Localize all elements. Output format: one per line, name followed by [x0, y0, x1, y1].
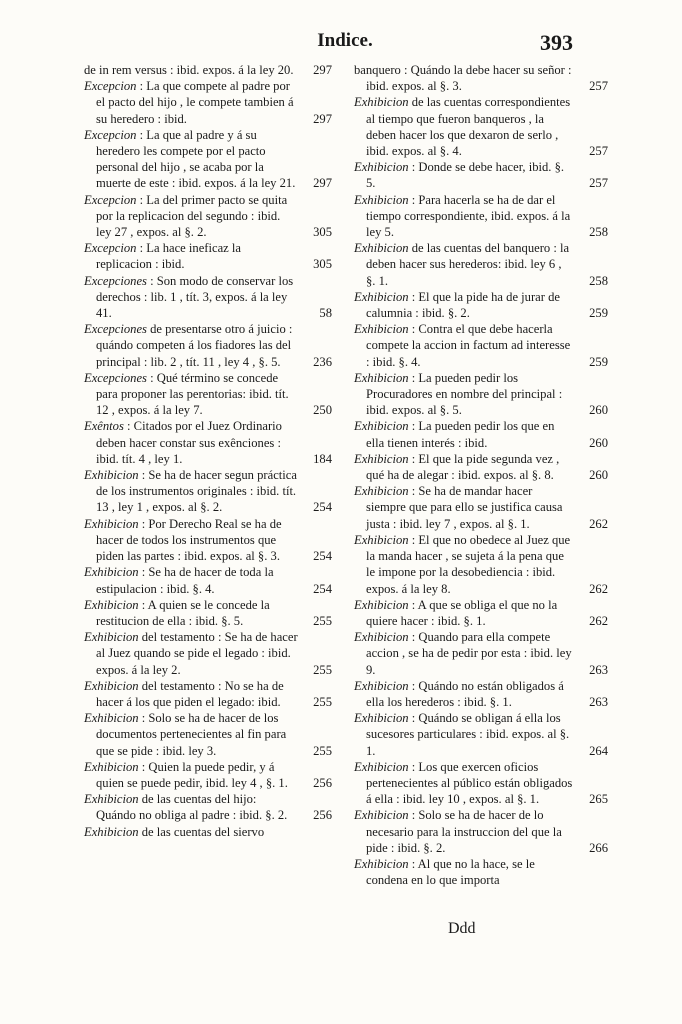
- entry-term: Exhibicion: [354, 678, 409, 693]
- entry-term: Exhibicion: [84, 468, 139, 483]
- entry-text: de las cuentas correspondientes al tiempo que fueron banqueros , la deben hacer los que dexaron de serlo , ibid. expos. al §. 4.: [366, 95, 571, 159]
- entry-text: del testamento : Se ha de hacer al Juez quando se pide el legado : ibid. expos. á la ley 2.: [96, 630, 298, 677]
- index-entry: [84, 824, 332, 840]
- entry-term: Exhibicion: [354, 241, 409, 256]
- index-entry: [354, 451, 608, 483]
- entry-page-ref: 257: [589, 144, 608, 159]
- index-entry: [84, 62, 332, 78]
- signature-mark: Ddd: [448, 920, 476, 937]
- index-entry: [84, 467, 332, 516]
- index-entry: [84, 321, 332, 370]
- entry-text: : A que se obliga el que no la quiere hacer : ibid. §. 1.: [366, 597, 558, 628]
- entry-term: Exhibicion: [84, 630, 139, 645]
- index-entry: [84, 240, 332, 272]
- entry-page-ref: 256: [313, 808, 332, 823]
- entry-text: : El que la pide segunda vez , qué ha de alegar : ibid. expos. al §. 8.: [366, 451, 560, 483]
- index-entry: [354, 807, 608, 856]
- index-entry: [84, 629, 332, 678]
- entry-page-ref: 256: [313, 775, 332, 790]
- entry-text: de presentarse otro á juicio : quándo competen á los fiadores las del principal : lib. 2 , tít. 11 , ley 4 , §. 5.: [96, 322, 293, 369]
- entry-page-ref: 263: [589, 662, 608, 677]
- entry-term: Exhibicion: [354, 856, 409, 871]
- index-entry: [354, 532, 608, 597]
- index-entry: [84, 127, 332, 192]
- entry-term: Exhibicion: [354, 192, 409, 207]
- entry-text: : Se ha de mandar hacer siempre que para ello se justifica causa justa : ibid. ley 7 , expos. al §. 1.: [366, 484, 563, 531]
- entry-text: : Son modo de conservar los derechos : lib. 1 , tít. 3, expos. á la ley 41.: [96, 273, 294, 321]
- entry-text: : A quien se le concede la restitucion de ella : ibid. §. 5.: [96, 597, 270, 628]
- entry-text: : El que no obedece al Juez que la manda hacer , se sujeta á la pena que le impone por la desobediencia : ibid. expos. á la ley 8.: [366, 532, 571, 596]
- entry-text: : Quando para ella compete accion , se ha de pedir por esta : ibid. ley 9.: [366, 630, 572, 677]
- index-entry: [354, 321, 608, 370]
- entry-term: Exhibicion: [84, 792, 139, 807]
- entry-page-ref: 260: [589, 468, 608, 483]
- index-entry: [354, 159, 608, 191]
- entry-page-ref: 254: [313, 581, 332, 596]
- entry-text: : La del primer pacto se quita por la replicacion del segundo : ibid. ley 27 , expos. al §. 2.: [96, 192, 288, 240]
- entry-page-ref: 259: [589, 306, 608, 321]
- entry-page-ref: 259: [589, 354, 608, 369]
- index-entry: [84, 678, 332, 710]
- index-entry: [354, 483, 608, 532]
- entry-term: Excepcion: [84, 127, 137, 142]
- entry-page-ref: 262: [589, 516, 608, 531]
- entry-page-ref: 255: [313, 743, 332, 758]
- entry-page-ref: 258: [589, 225, 608, 240]
- entry-text: : La pueden pedir los Procuradores en nombre del principal : ibid. expos. al §. 5.: [366, 370, 563, 418]
- entry-page-ref: 255: [313, 662, 332, 677]
- entry-text: : Quien la puede pedir, y á quien se puede pedir, ibid. ley 4 , §. 1.: [96, 759, 288, 790]
- index-entry: [84, 791, 332, 823]
- entry-text: : Para hacerla se ha de dar el tiempo correspondiente, ibid. expos. á la ley 5.: [366, 192, 571, 240]
- entry-page-ref: 305: [313, 257, 332, 272]
- entry-text: : Contra el que debe hacerla compete la accion in factum ad interesse : ibid. §. 4.: [366, 322, 571, 369]
- index-entry: [84, 192, 332, 241]
- entry-page-ref: 257: [589, 79, 608, 94]
- entry-page-ref: 184: [313, 451, 332, 466]
- index-entry: [354, 370, 608, 419]
- index-entry: [354, 62, 608, 94]
- entry-text: de las cuentas del banquero : la deben hacer sus herederos: ibid. ley 6 , §. 1.: [366, 241, 570, 288]
- entry-page-ref: 297: [313, 176, 332, 191]
- entry-term: Exhibicion: [354, 630, 409, 645]
- entry-text: : Solo se ha de hacer de lo necesario para la instruccion del que la pide : ibid. §. 2.: [366, 808, 562, 855]
- index-entry: [354, 678, 608, 710]
- index-entry: [84, 564, 332, 596]
- entry-page-ref: 236: [313, 354, 332, 369]
- entry-term: Exhibicion: [84, 759, 139, 774]
- entry-term: Excepciones: [84, 322, 147, 337]
- entry-text: : Solo se ha de hacer de los documentos pertenecientes al fin para que se pide : ibid. ley 3.: [96, 711, 287, 758]
- entry-text: de in rem versus : ibid. expos. á la ley 20.: [84, 63, 294, 77]
- entry-text: : La pueden pedir los que en ella tienen interés : ibid.: [366, 419, 555, 450]
- entry-page-ref: 257: [589, 176, 608, 191]
- index-entry: [354, 94, 608, 159]
- entry-page-ref: 305: [313, 225, 332, 240]
- entry-page-ref: 255: [313, 694, 332, 709]
- entry-text: de las cuentas del hijo: Quándo no obliga al padre : ibid. §. 2.: [96, 792, 288, 823]
- index-entry: [84, 759, 332, 791]
- entry-page-ref: 264: [589, 743, 608, 758]
- index-column-right: [354, 62, 608, 888]
- index-entry: [84, 78, 332, 127]
- entry-page-ref: 58: [319, 306, 332, 321]
- entry-term: Excepciones: [84, 370, 147, 385]
- entry-term: Exhibicion: [354, 322, 409, 337]
- entry-term: Exhibicion: [354, 289, 409, 304]
- entry-page-ref: 260: [589, 403, 608, 418]
- entry-text: : Se ha de hacer segun práctica de los instrumentos originales : ibid. tít. 13 , ley 1 , expos. al §. 2.: [96, 468, 297, 515]
- entry-page-ref: 254: [313, 500, 332, 515]
- index-entry: [84, 418, 332, 467]
- entry-term: Excepcion: [84, 192, 137, 207]
- entry-page-ref: 266: [589, 840, 608, 855]
- index-entry: [354, 597, 608, 629]
- entry-term: Exhibicion: [354, 451, 409, 466]
- entry-text: : Los que exercen oficios pertenecientes al público están obligados á ella : ibid. ley 10 , expos. al §. 1.: [366, 759, 573, 807]
- index-entry: [84, 516, 332, 565]
- entry-term: Exhibicion: [354, 95, 409, 110]
- entry-term: Exhibicion: [354, 484, 409, 499]
- entry-term: Exhibicion: [354, 759, 409, 774]
- entry-text: : Al que no la hace, se le condena en lo que importa: [366, 856, 535, 888]
- entry-page-ref: 260: [589, 435, 608, 450]
- entry-term: Exêntos: [84, 419, 124, 434]
- entry-term: Exhibicion: [354, 160, 409, 175]
- entry-page-ref: 297: [313, 63, 332, 77]
- entry-page-ref: 262: [589, 613, 608, 628]
- entry-text: : La hace ineficaz la replicacion : ibid.: [96, 241, 241, 272]
- index-entry: [84, 597, 332, 629]
- index-entry: [354, 240, 608, 289]
- index-entry: [84, 273, 332, 322]
- index-entry: [354, 192, 608, 241]
- entry-term: Exhibicion: [354, 532, 409, 547]
- entry-text: : Citados por el Juez Ordinario deben hacer constar sus exênciones : ibid. tít. 4 , ley 1.: [96, 419, 282, 466]
- entry-page-ref: 297: [313, 111, 332, 126]
- entry-text: : Quándo se obligan á ella los sucesores particulares : ibid. expos. al §. 1.: [366, 711, 570, 758]
- entry-term: Exhibicion: [354, 597, 409, 612]
- entry-page-ref: 258: [589, 273, 608, 288]
- entry-text: : Qué término se concede para proponer las perentorias: ibid. tít. 12 , expos. á la ley 7.: [96, 370, 289, 418]
- entry-text: banquero : Quándo la debe hacer su señor : ibid. expos. al §. 3.: [354, 63, 572, 94]
- entry-term: Excepciones: [84, 273, 147, 288]
- entry-term: Exhibicion: [354, 808, 409, 823]
- entry-term: Excepcion: [84, 79, 137, 94]
- entry-text: : Quándo no están obligados á ella los herederos : ibid. §. 1.: [366, 678, 564, 709]
- entry-text: : Se ha de hacer de toda la estipulacion : ibid. §. 4.: [96, 565, 274, 596]
- index-entry: [354, 418, 608, 450]
- entry-term: Exhibicion: [84, 678, 139, 693]
- entry-text: : Por Derecho Real se ha de hacer de todos los instrumentos que piden las partes : ibid. expos. al §. 3.: [96, 516, 282, 564]
- entry-text: : La que compete al padre por el pacto del hijo , le compete tambien á su heredero : ibid.: [96, 79, 294, 126]
- entry-text: : La que al padre y á su heredero les compete por el pacto personal del hijo , se acaba por la muerte de este : ibid. expos. á la ley 21.: [96, 127, 296, 191]
- entry-term: Exhibicion: [84, 565, 139, 580]
- entry-term: Exhibicion: [84, 824, 139, 839]
- index-entry: [354, 856, 608, 888]
- index-entry: [354, 629, 608, 678]
- entry-page-ref: 250: [313, 403, 332, 418]
- entry-term: Exhibicion: [84, 516, 139, 531]
- entry-text: del testamento : No se ha de hacer á los que piden el legado: ibid.: [96, 678, 284, 709]
- index-entry: [84, 370, 332, 419]
- index-entry: [354, 289, 608, 321]
- index-column-left: [84, 62, 332, 840]
- entry-term: Exhibicion: [354, 711, 409, 726]
- index-entry: [354, 759, 608, 808]
- entry-page-ref: 263: [589, 694, 608, 709]
- entry-text: de las cuentas del siervo: [141, 824, 265, 839]
- entry-text: : El que la pide ha de jurar de calumnia : ibid. §. 2.: [366, 289, 560, 321]
- entry-page-ref: 255: [313, 613, 332, 628]
- page-title: Indice.: [317, 30, 373, 51]
- entry-page-ref: 254: [313, 549, 332, 564]
- entry-text: : Donde se debe hacer, ibid. §. 5.: [366, 160, 565, 191]
- entry-term: Exhibicion: [354, 370, 409, 385]
- entry-term: Exhibicion: [84, 597, 139, 612]
- entry-page-ref: 262: [589, 581, 608, 596]
- index-entry: [84, 710, 332, 759]
- entry-term: Excepcion: [84, 241, 137, 256]
- entry-term: Exhibicion: [84, 711, 139, 726]
- entry-page-ref: 265: [589, 792, 608, 807]
- page-number: 393: [540, 30, 573, 55]
- entry-term: Exhibicion: [354, 419, 409, 434]
- index-entry: [354, 710, 608, 759]
